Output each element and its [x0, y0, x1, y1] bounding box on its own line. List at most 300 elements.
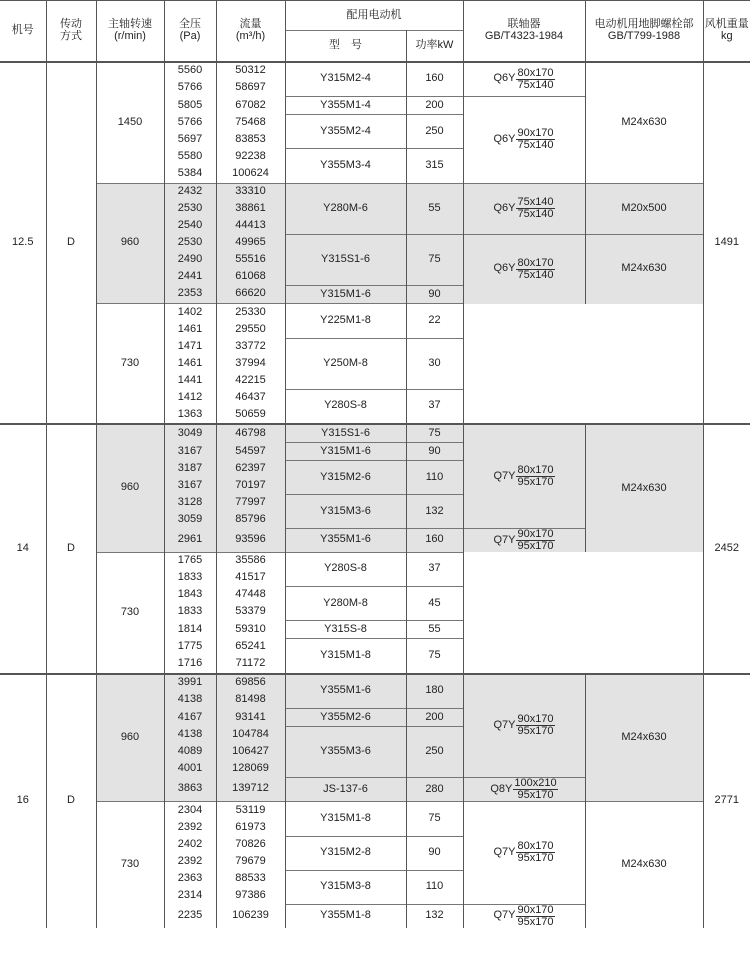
motor-power-cell — [406, 62, 463, 97]
coupling-header: 联轴器 GB/T4323-1984 — [463, 1, 585, 62]
speed-cell — [96, 183, 164, 304]
coupling-spec — [490, 778, 557, 801]
motor-model: Y355M1-6 — [320, 533, 371, 546]
table-row — [0, 674, 750, 692]
motor-model: Y355M1-8 — [320, 909, 371, 922]
table-row — [0, 62, 750, 80]
flow-value: 81498 — [235, 693, 266, 706]
bolt-header: 电动机用地脚螺栓部 GB/T799-1988 — [585, 1, 703, 62]
motor-model: Y315M1-8 — [320, 811, 371, 824]
flow-cell — [216, 870, 285, 887]
flow-cell — [216, 97, 285, 115]
flow-cell — [216, 819, 285, 836]
flow-cell — [216, 304, 285, 322]
motor-power: 22 — [428, 313, 441, 326]
pressure-value: 5766 — [177, 116, 203, 129]
flow-cell — [216, 406, 285, 424]
coupling-denominator: 75x140 — [517, 208, 554, 221]
coupling-numerator: 90x170 — [517, 127, 554, 140]
flow-value: 50312 — [235, 64, 266, 77]
motor-model-cell — [285, 870, 406, 904]
flow-value: 46437 — [235, 390, 266, 403]
pressure-value: 2441 — [177, 270, 203, 283]
drive-type: D — [67, 794, 75, 807]
flow-cell — [216, 904, 285, 928]
motor-model-cell — [285, 639, 406, 674]
flow-value: 62397 — [235, 462, 266, 475]
coupling-type: Q8Y — [490, 782, 513, 795]
coupling-numerator: 90x170 — [517, 713, 554, 726]
pressure-value: 2530 — [177, 202, 203, 215]
pressure-cell — [164, 304, 216, 322]
coupling-spec — [493, 68, 554, 91]
pressure-value: 4089 — [177, 745, 203, 758]
flow-cell — [216, 604, 285, 621]
flow-cell — [216, 802, 285, 820]
pressure-value: 2530 — [177, 236, 203, 249]
machine-no: 12.5 — [12, 235, 34, 248]
coupling-type: Q7Y — [493, 533, 516, 546]
motor-power-cell — [406, 639, 463, 674]
motor-power: 160 — [425, 533, 444, 546]
pressure-value: 1833 — [177, 571, 203, 584]
motor-model: Y280S-8 — [324, 399, 367, 412]
pressure-value: 1461 — [177, 322, 203, 335]
drive-type: D — [67, 541, 75, 554]
coupling-denominator: 95x170 — [517, 540, 554, 552]
coupling-fraction — [516, 529, 554, 552]
pressure-value: 5697 — [177, 133, 203, 146]
motor-power-cell — [406, 709, 463, 727]
flow-value: 79679 — [235, 854, 266, 867]
machine-no: 14 — [16, 541, 29, 554]
motor-power-cell — [406, 304, 463, 339]
flow-value: 33772 — [235, 339, 266, 352]
pressure-value: 1765 — [177, 554, 203, 567]
pressure-cell — [164, 621, 216, 639]
bolt-cell — [585, 183, 703, 235]
pressure-value: 1402 — [177, 305, 203, 318]
pressure-cell — [164, 870, 216, 887]
pressure-cell — [164, 904, 216, 928]
coupling-fraction — [516, 841, 554, 864]
motor-model-cell — [285, 802, 406, 837]
bolt-cell — [585, 235, 703, 304]
coupling-type: Q7Y — [493, 469, 516, 482]
flow-cell — [216, 761, 285, 778]
flow-value: 61973 — [235, 820, 266, 833]
motor-power: 90 — [428, 444, 441, 457]
pressure-cell — [164, 235, 216, 252]
flow-value: 25330 — [235, 305, 266, 318]
motor-power: 110 — [425, 470, 444, 483]
motor-model-cell — [285, 115, 406, 149]
motor-model-cell — [285, 286, 406, 304]
motor-power-cell — [406, 115, 463, 149]
motor-model-cell — [285, 674, 406, 709]
pressure-value: 1471 — [177, 339, 203, 352]
coupling-cell — [463, 904, 585, 928]
flow-value: 83853 — [235, 133, 266, 146]
coupling-type: Q6Y — [493, 201, 516, 214]
speed-value: 730 — [120, 356, 140, 369]
coupling-cell — [463, 183, 585, 235]
motor-model-cell — [285, 495, 406, 529]
flow-value: 67082 — [235, 98, 266, 111]
pressure-cell — [164, 639, 216, 656]
flow-value: 47448 — [235, 588, 266, 601]
flow-value: 53379 — [235, 605, 266, 618]
pressure-cell — [164, 355, 216, 372]
flow-value: 66620 — [235, 287, 266, 300]
flow-cell — [216, 674, 285, 692]
coupling-numerator: 100x210 — [514, 777, 557, 789]
coupling-cell — [463, 529, 585, 553]
motor-power: 250 — [425, 745, 444, 758]
motor-model-cell — [285, 727, 406, 778]
pressure-value: 2363 — [177, 871, 203, 884]
flow-cell — [216, 252, 285, 269]
flow-value: 35586 — [235, 554, 266, 567]
machine-no-cell — [0, 424, 46, 674]
speed-cell — [96, 674, 164, 802]
drive-cell — [46, 424, 96, 674]
pressure-cell — [164, 166, 216, 184]
pressure-value: 3059 — [177, 513, 203, 526]
motor-model: Y315M1-8 — [320, 648, 371, 661]
motor-model-cell — [285, 836, 406, 870]
pressure-value: 2353 — [177, 287, 203, 300]
pressure-value: 2490 — [177, 253, 203, 266]
pressure-value: 4001 — [177, 762, 203, 775]
flow-cell — [216, 149, 285, 166]
flow-value: 97386 — [235, 888, 266, 901]
pressure-value: 2402 — [177, 837, 203, 850]
pressure-value: 1716 — [177, 657, 203, 670]
coupling-fraction — [516, 128, 554, 151]
flow-value: 65241 — [235, 640, 266, 653]
flow-value: 139712 — [232, 782, 269, 795]
flow-header: 流量 (m³/h) — [216, 1, 285, 62]
flow-value: 69856 — [235, 676, 266, 689]
speed-value: 1450 — [117, 115, 143, 128]
motor-power: 90 — [428, 846, 441, 859]
pressure-value: 3128 — [177, 496, 203, 509]
pressure-value: 1412 — [177, 390, 203, 403]
bolt-spec: M24x630 — [621, 730, 667, 743]
coupling-cell — [463, 97, 585, 184]
motor-power-cell — [406, 904, 463, 928]
pressure-value: 1843 — [177, 588, 203, 601]
pressure-value: 3049 — [177, 426, 203, 439]
pressure-value: 5766 — [177, 81, 203, 94]
motor-model: Y355M3-6 — [320, 745, 371, 758]
machine-no-cell — [0, 674, 46, 928]
coupling-fraction — [516, 714, 554, 737]
motor-model-cell — [285, 778, 406, 802]
flow-value: 71172 — [235, 657, 266, 670]
flow-cell — [216, 389, 285, 406]
motor-power: 132 — [425, 504, 444, 517]
flow-cell — [216, 62, 285, 80]
speed-cell — [96, 424, 164, 552]
flow-value: 77997 — [235, 496, 266, 509]
coupling-cell — [463, 778, 585, 802]
flow-cell — [216, 639, 285, 656]
motor-model: Y355M3-4 — [320, 158, 371, 171]
coupling-fraction — [513, 778, 557, 801]
motor-power: 37 — [428, 562, 441, 575]
flow-value: 33310 — [235, 185, 266, 198]
motor-power-cell — [406, 587, 463, 621]
motor-model-cell — [285, 424, 406, 443]
speed-cell — [96, 304, 164, 425]
motor-power-cell — [406, 443, 463, 461]
motor-power: 315 — [425, 158, 444, 171]
pressure-cell — [164, 778, 216, 802]
coupling-denominator: 95x170 — [517, 476, 554, 488]
pressure-cell — [164, 97, 216, 115]
flow-value: 46798 — [235, 426, 266, 439]
pressure-cell — [164, 201, 216, 218]
coupling-numerator: 80x170 — [517, 66, 554, 79]
motor-model: Y355M1-6 — [320, 684, 371, 697]
motor-model: Y315M2-8 — [320, 846, 371, 859]
motor-model-cell — [285, 62, 406, 97]
motor-model-cell — [285, 709, 406, 727]
pressure-cell — [164, 552, 216, 570]
speed-value: 730 — [120, 605, 140, 618]
flow-cell — [216, 218, 285, 235]
coupling-type: Q6Y — [493, 132, 516, 145]
motor-power-cell — [406, 235, 463, 286]
flow-cell — [216, 887, 285, 904]
coupling-numerator: 80x170 — [517, 840, 554, 853]
motor-power-cell — [406, 778, 463, 802]
coupling-fraction — [516, 197, 554, 220]
flow-cell — [216, 836, 285, 853]
flow-cell — [216, 424, 285, 443]
pressure-value: 2314 — [177, 888, 203, 901]
pressure-cell — [164, 495, 216, 512]
pressure-cell — [164, 744, 216, 761]
motor-model: Y355M2-6 — [320, 710, 371, 723]
bolt-spec: M24x630 — [621, 481, 667, 494]
speed-cell — [96, 802, 164, 928]
motor-power-cell — [406, 461, 463, 495]
flow-cell — [216, 709, 285, 727]
motor-power-cell — [406, 183, 463, 235]
drive-header: 传动 方式 — [46, 1, 96, 62]
flow-value: 92238 — [235, 150, 266, 163]
flow-value: 93141 — [235, 710, 266, 723]
weight-header: 风机重量 kg — [703, 1, 750, 62]
pressure-cell — [164, 570, 216, 587]
motor-power: 180 — [425, 684, 444, 697]
motor-power-cell — [406, 389, 463, 424]
coupling-spec — [493, 529, 554, 552]
pressure-cell — [164, 80, 216, 97]
flow-value: 53119 — [235, 803, 266, 816]
motor-power: 30 — [428, 356, 441, 369]
flow-value: 50659 — [235, 407, 266, 420]
coupling-spec — [493, 905, 554, 928]
pressure-value: 3167 — [177, 444, 203, 457]
motor-model: Y250M-8 — [323, 356, 368, 369]
pressure-value: 2540 — [177, 219, 203, 232]
pressure-cell — [164, 692, 216, 709]
coupling-cell — [463, 235, 585, 304]
pressure-cell — [164, 836, 216, 853]
pressure-value: 3991 — [177, 676, 203, 689]
drive-cell — [46, 674, 96, 928]
flow-cell — [216, 321, 285, 338]
motor-model-cell — [285, 552, 406, 587]
bolt-cell — [585, 424, 703, 552]
flow-value: 29550 — [235, 322, 266, 335]
motor-power: 200 — [425, 98, 444, 111]
pressure-cell — [164, 727, 216, 744]
motor-header: 配用电动机 — [285, 1, 463, 31]
pressure-value: 5560 — [177, 64, 203, 77]
motor-power-cell — [406, 621, 463, 639]
coupling-numerator: 75x140 — [517, 196, 554, 209]
pressure-value: 5805 — [177, 98, 203, 111]
flow-cell — [216, 744, 285, 761]
flow-value: 42215 — [235, 373, 266, 386]
coupling-fraction — [516, 905, 554, 928]
pressure-cell — [164, 218, 216, 235]
machine-no-cell — [0, 62, 46, 425]
motor-power: 160 — [425, 72, 444, 85]
pressure-value: 2432 — [177, 185, 203, 198]
motor-model-cell — [285, 904, 406, 928]
speed-cell — [96, 62, 164, 184]
flow-cell — [216, 372, 285, 389]
pressure-cell — [164, 62, 216, 80]
pressure-cell — [164, 252, 216, 269]
flow-value: 44413 — [235, 219, 266, 232]
pressure-value: 2392 — [177, 854, 203, 867]
motor-model-cell — [285, 443, 406, 461]
pressure-value: 2392 — [177, 820, 203, 833]
motor-power: 280 — [425, 782, 444, 795]
motor-model-cell — [285, 235, 406, 286]
motor-model: Y315M3-6 — [320, 504, 371, 517]
pressure-cell — [164, 512, 216, 529]
machine-no: 16 — [16, 794, 29, 807]
motor-power-cell — [406, 836, 463, 870]
flow-value: 37994 — [235, 356, 266, 369]
speed-value: 960 — [120, 730, 140, 743]
motor-model: Y315M2-6 — [320, 470, 371, 483]
motor-model: Y315M1-6 — [320, 444, 371, 457]
pressure-cell — [164, 372, 216, 389]
pressure-cell — [164, 802, 216, 820]
motor-power: 110 — [425, 880, 444, 893]
pressure-value: 1363 — [177, 407, 203, 420]
flow-cell — [216, 201, 285, 218]
pressure-cell — [164, 587, 216, 604]
flow-cell — [216, 552, 285, 570]
motor-power: 45 — [428, 596, 441, 609]
pressure-value: 3167 — [177, 479, 203, 492]
pressure-cell — [164, 406, 216, 424]
flow-cell — [216, 183, 285, 201]
flow-cell — [216, 269, 285, 286]
coupling-spec — [493, 714, 554, 737]
flow-cell — [216, 478, 285, 495]
motor-model-cell — [285, 149, 406, 184]
model-header: 型 号 — [285, 31, 406, 62]
motor-power: 90 — [428, 287, 441, 300]
flow-cell — [216, 495, 285, 512]
pressure-cell — [164, 115, 216, 132]
flow-value: 100624 — [232, 167, 269, 180]
flow-cell — [216, 529, 285, 553]
flow-cell — [216, 621, 285, 639]
motor-model: Y355M2-4 — [320, 124, 371, 137]
flow-cell — [216, 512, 285, 529]
pressure-value: 4138 — [177, 693, 203, 706]
bolt-spec: M24x630 — [621, 262, 667, 275]
coupling-type: Q6Y — [493, 262, 516, 275]
coupling-type: Q7Y — [493, 845, 516, 858]
coupling-numerator: 80x170 — [517, 256, 554, 269]
bolt-cell — [585, 802, 703, 928]
motor-model: Y315S1-6 — [321, 253, 370, 266]
pressure-value: 2235 — [177, 908, 203, 921]
coupling-denominator: 75x140 — [517, 139, 554, 152]
motor-power-cell — [406, 674, 463, 709]
pressure-value: 3863 — [177, 782, 203, 795]
fan-weight: 2771 — [714, 794, 739, 807]
motor-power-cell — [406, 149, 463, 184]
flow-cell — [216, 727, 285, 744]
pressure-cell — [164, 761, 216, 778]
coupling-denominator: 95x170 — [517, 852, 554, 865]
pressure-cell — [164, 656, 216, 674]
pressure-value: 1441 — [177, 373, 203, 386]
flow-cell — [216, 286, 285, 304]
motor-power-cell — [406, 802, 463, 837]
pressure-cell — [164, 389, 216, 406]
motor-model: Y280M-6 — [323, 201, 368, 214]
coupling-numerator: 90x170 — [517, 904, 554, 916]
motor-power-cell — [406, 286, 463, 304]
bolt-spec: M20x500 — [621, 201, 667, 214]
pressure-cell — [164, 853, 216, 870]
machine-no-header: 机号 — [0, 1, 46, 62]
pressure-cell — [164, 424, 216, 443]
coupling-cell — [463, 424, 585, 529]
pressure-cell — [164, 674, 216, 692]
flow-value: 59310 — [235, 622, 266, 635]
coupling-spec — [493, 128, 554, 151]
pressure-value: 1833 — [177, 605, 203, 618]
pressure-header: 全压 (Pa) — [164, 1, 216, 62]
motor-power: 75 — [428, 253, 441, 266]
motor-power-cell — [406, 424, 463, 443]
coupling-type: Q7Y — [493, 909, 516, 922]
motor-model-cell — [285, 338, 406, 389]
motor-model: Y315M3-8 — [320, 880, 371, 893]
bolt-spec: M24x630 — [621, 115, 667, 128]
flow-value: 38861 — [235, 202, 266, 215]
table-row — [0, 304, 750, 322]
flow-cell — [216, 115, 285, 132]
motor-model-cell — [285, 621, 406, 639]
